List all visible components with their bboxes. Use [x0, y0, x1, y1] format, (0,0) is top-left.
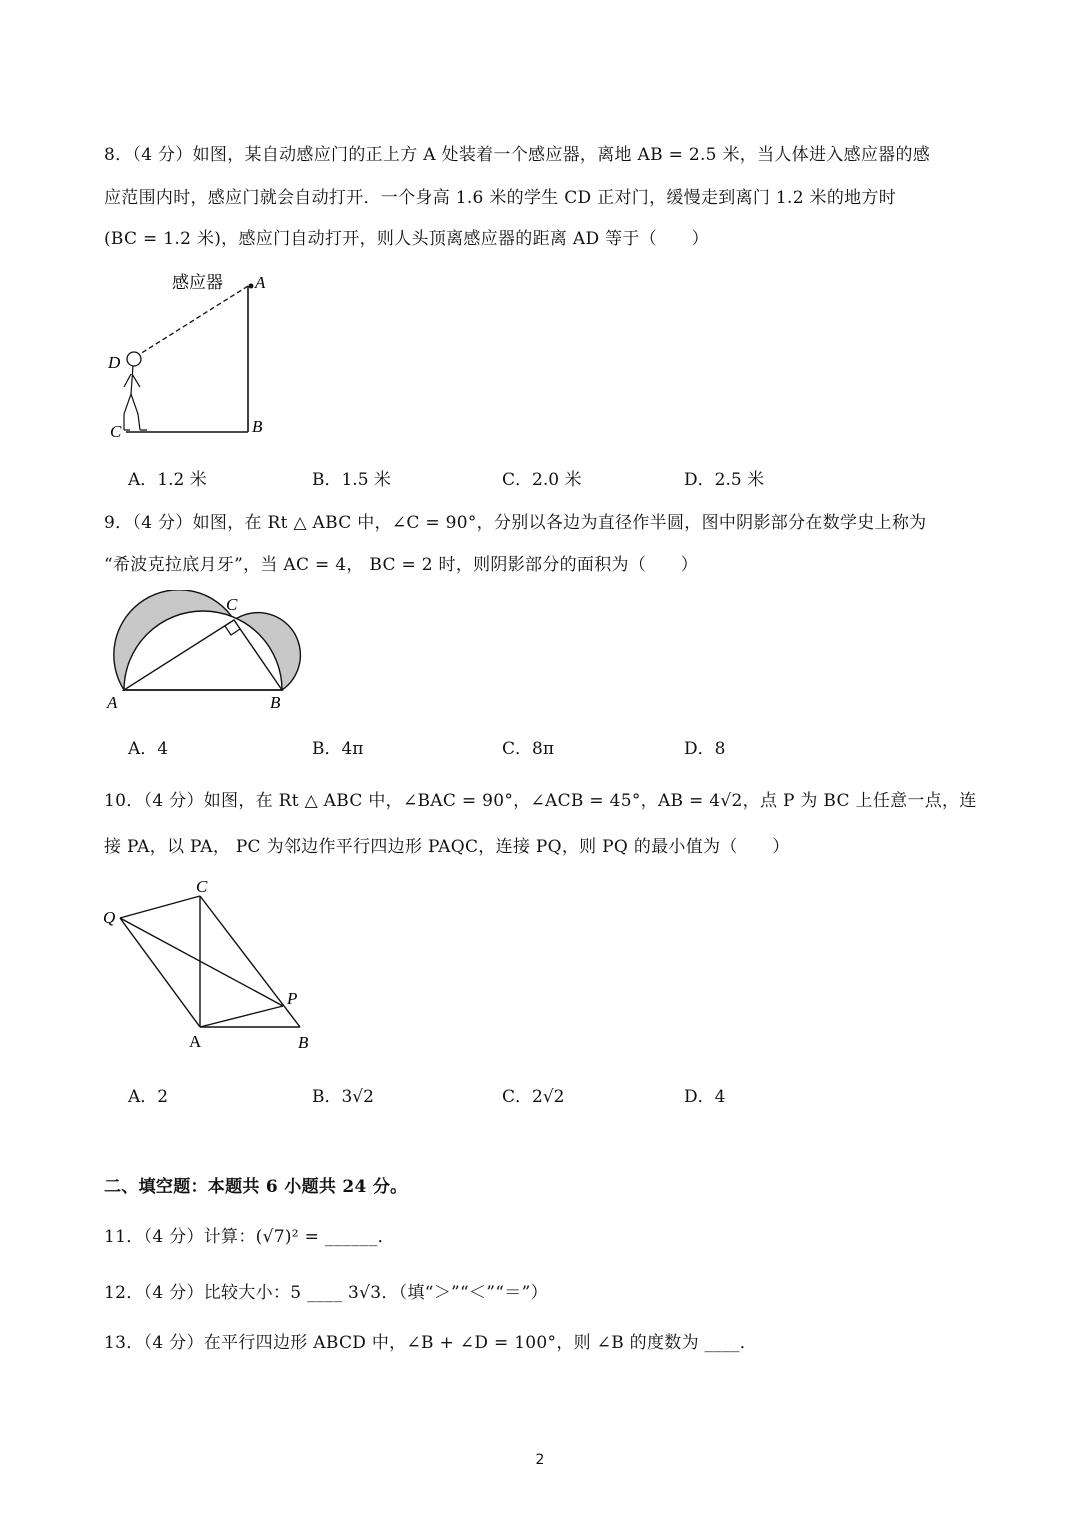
q10-option-b: B．3√2: [312, 1087, 374, 1107]
q10-option-c: C．2√2: [502, 1087, 565, 1107]
q9-option-b: B．4π: [312, 739, 364, 759]
q10-label-P: P: [287, 989, 298, 1008]
q8-label-B: B: [252, 417, 263, 436]
q8-sensor-label: 感应器: [172, 273, 223, 292]
q8-label-C: C: [110, 422, 122, 441]
q9-label-B: B: [270, 693, 281, 712]
q10-line1: 10．（4 分）如图，在 Rt △ ABC 中，∠BAC = 90°，∠ACB = 45°，AB = 4√2，点 P 为 BC 上任意一点，连: [104, 791, 977, 811]
q9-line1: 9．（4 分）如图，在 Rt △ ABC 中，∠C = 90°，分别以各边为直径作半圆，图中阴影部分在数学史上称为: [104, 513, 927, 533]
q10-figure: [100, 872, 330, 1056]
q8-line2: 应范围内时，感应门就会自动打开．一个身高 1.6 米的学生 CD 正对门，缓慢走到离门 1.2 米的地方时: [104, 188, 897, 208]
q10-label-Q: Q: [103, 908, 116, 927]
q13-text: 13．（4 分）在平行四边形 ABCD 中，∠B + ∠D = 100°，则 ∠B 的度数为 ____．: [104, 1333, 758, 1353]
q9-option-c: C．8π: [502, 739, 554, 759]
q8-option-a: A．1.2 米: [128, 470, 207, 490]
q10-line2: 接 PA，以 PA， PC 为邻边作平行四边形 PAQC，连接 PQ，则 PQ 的最小值为（ ）: [104, 837, 790, 857]
q9-label-C: C: [226, 595, 238, 614]
q8-figure: [104, 262, 284, 442]
q11-text: 11．（4 分）计算：(√7)² = ______．: [104, 1227, 395, 1247]
page-number: 2: [535, 1452, 545, 1468]
section-heading: 二、填空题：本题共 6 小题共 24 分。: [104, 1177, 408, 1197]
q8-line3: (BC = 1.2 米)，感应门自动打开，则人头顶离感应器的距离 AD 等于（ ）: [104, 229, 709, 249]
q9-option-d: D．8: [684, 739, 726, 759]
q10-label-B: B: [298, 1033, 309, 1052]
q9-line2: “希波克拉底月牙”，当 AC = 4， BC = 2 时，则阴影部分的面积为（ ）: [104, 555, 699, 575]
q12-text: 12．（4 分）比较大小：5 ____ 3√3．（填“＞”“＜”“＝”）: [104, 1283, 548, 1303]
q10-label-C: C: [196, 877, 208, 896]
q10-label-A: A: [189, 1032, 202, 1051]
q8-label-D: D: [108, 353, 121, 372]
q8-option-c: C．2.0 米: [502, 470, 582, 490]
q10-option-d: D．4: [684, 1087, 726, 1107]
q8-option-d: D．2.5 米: [684, 470, 765, 490]
q9-figure: [104, 590, 304, 714]
q9-option-a: A．4: [128, 739, 169, 759]
q8-option-b: B．1.5 米: [312, 470, 391, 490]
q8-line1: 8．（4 分）如图，某自动感应门的正上方 A 处装着一个感应器，离地 AB = 2.5 米，当人体进入感应器的感: [104, 145, 931, 165]
q10-option-a: A．2: [128, 1087, 169, 1107]
q8-label-A: A: [255, 273, 266, 292]
q9-label-A: A: [107, 693, 118, 712]
